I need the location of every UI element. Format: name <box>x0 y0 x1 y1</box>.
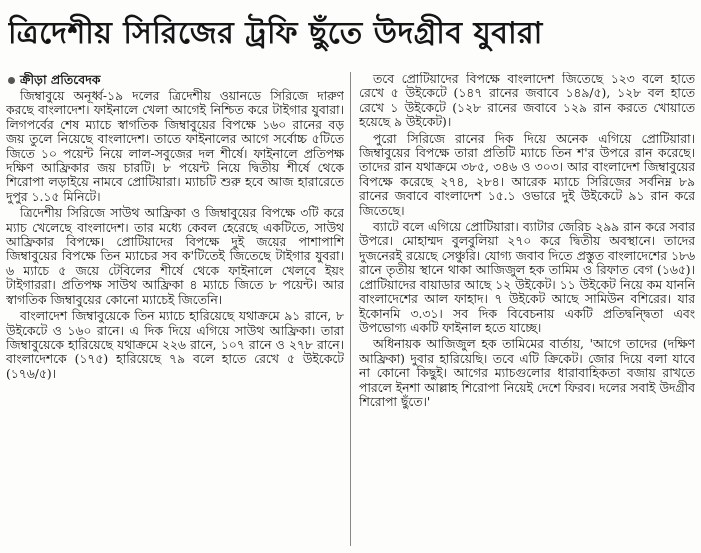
byline-text: ক্রীড়া প্রতিবেদক <box>20 72 101 87</box>
paragraph: অধিনায়ক আজিজুল হক তামিমের বার্তায়, 'আগে তাদের (দক্ষিণ আফ্রিকা) দুবার হারিয়েছি। তবে এটি ক্রিকেট। জোর দিয়ে বলা যাবে না কোনো কিছুই। আগের ম্যাচগুলোর ধারাবাহিকতা বজায় রাখতে পারলে ইনশা আল্লাহ শিরোপা নিয়েই দেশে ফিরব। দলের সবাই উদগ্রীব শিরোপা ছুঁতে।' <box>359 337 695 409</box>
paragraph: তবে প্রোটিয়াদের বিপক্ষে বাংলাদেশ জিতেছে ১২৩ বলে হাতে রেখে ৫ উইকেটে (১৪৭ রানের জবাবে ১৪৯/৫), ১২৮ বল হাতে রেখে ১ উইকেটে (১২৮ রানের জবাবে ১২৯ রান করতে খোয়াতে হয়েছে ৯ উইকেট)। <box>359 72 695 130</box>
paragraph: ব্যাটে বলে এগিয়ে প্রোটিয়ারা। ব্যাটার জেরিচ ২৯৯ রান করে সবার উপরে। মোহাম্মদ বুলবুলিয়া ২৭০ করে দ্বিতীয় অবস্থানে। তাদের দুজনেরই রয়েছে সেঞ্চুরি। যোগ্য জবাব দিতে প্রস্তুত বাংলাদেশের ১৮৬ রানে তৃতীয় স্থানে থাকা আজিজুল হক তামিম ও রিফাত বেগ (১৬৫)। প্রোটিয়াদের বায়াডার আছে ১২ উইকেট। ১১ উইকেট নিয়ে কম যাননি বাংলাদেশের আল ফাহাদ। ৭ উইকেট আছে সামিউন বশিরের। যার ইকোনমি ৩.৩১। সব দিক বিবেচনায় একটি প্রতিদ্বন্দ্বিতা এবং উপভোগ্য একটি ফাইনাল হতে যাচ্ছে। <box>359 220 695 335</box>
paragraph: জিম্বাবুয়ে অনূর্ধ্ব-১৯ দলের ত্রিদেশীয় ওয়ানডে সিরিজে দারুণ করছে বাংলাদেশ। ফাইনালে খেলা আগেই নিশ্চিত করে টাইগার যুবারা। লিগপর্বের শেষ ম্যাচে স্বাগতিক জিম্বাবুয়ের বিপক্ষে ১৬০ রানের বড় জয় তুলে নিয়েছে বাংলাদেশ। তাতে ফাইনালের আগে সর্বোচ্চ ৫টিতে জিতে ১০ পয়েন্ট নিয়ে লাল-সবুজের দল শীর্ষে। ফাইনালে প্রতিপক্ষ দক্ষিণ আফ্রিকার জয় চারটি। ৮ পয়েন্ট নিয়ে দ্বিতীয় শীর্ষে থেকে শিরোপা লড়াইয়ে নামবে প্রোটিয়ারা। ম্যাচটি শুরু হবে আজ হারারেতে দুপুর ১.১৫ মিনিটে। <box>6 89 344 204</box>
paragraph: ত্রিদেশীয় সিরিজে সাউথ আফ্রিকা ও জিম্বাবুয়ের বিপক্ষে ৩টি করে ম্যাচ খেলেছে বাংলাদেশ। তার মধ্যে কেবল হেরেছে একটিতে, সাউথ আফ্রিকার বিপক্ষে। প্রোটিয়াদের বিপক্ষে দুই জয়ের পাশাপাশি জিম্বাবুয়ের বিপক্ষে তিন ম্যাচের সব ক'টিতেই জিতেছে টাইগার যুবরা। ৬ ম্যাচে ৫ জয়ে টেবিলের শীর্ষে থেকে ফাইনালে খেলবে ইয়ং টাইগাররা। প্রতিপক্ষ সাউথ আফ্রিকা ৪ ম্যাচে জিতে ৮ পয়েন্ট। আর স্বাগতিক জিম্বাবুয়ের কোনো ম্যাচেই জিতেনি। <box>6 206 344 307</box>
article-byline <box>6 72 344 88</box>
paragraph: বাংলাদেশ জিম্বাবুয়েকে তিন ম্যাচে হারিয়েছে যথাক্রমে ৯১ রানে, ৮ উইকেটে ও ১৬০ রানে। এ দিক দিয়ে এগিয়ে সাউথ আফ্রিকা। তারা জিম্বাবুয়েকে হারিয়েছে যথাক্রমে ২২৬ রানে, ১০৭ রানে ও ২৭৮ রানে। বাংলাদেশকে (১৭৫) হারিয়েছে ৭৯ বলে হাতে রেখে ৫ উইকেটে (১৭৬/৫)। <box>6 309 344 381</box>
column-divider <box>350 72 351 546</box>
article-column-right <box>359 72 695 546</box>
bullet-icon <box>8 77 15 84</box>
article-column-left <box>6 72 344 546</box>
article-headline: ত্রিদেশীয় সিরিজের ট্রফি ছুঁতে উদগ্রীব যুবারা <box>8 16 543 51</box>
paragraph: পুরো সিরিজে রানের দিক দিয়ে অনেক এগিয়ে প্রোটিয়ারা। জিম্বাবুয়ের বিপক্ষে তারা প্রতিটি ম্যাচে তিন শ'র উপরে রান করেছে। তাদের রান যথাক্রমে ৩৮৫, ৩৪৬ ও ৩০৩। আর বাংলাদেশ জিম্বাবুয়ের বিপক্ষে করেছে ২৭৪, ২৮৪। আরেক ম্যাচে সিরিজের সর্বনিম্ন ৮৯ রানের জবাবে বাংলাদেশ ১৫.১ ওভারে দুই উইকেটে ৯১ রান করে জিতেছে। <box>359 131 695 218</box>
